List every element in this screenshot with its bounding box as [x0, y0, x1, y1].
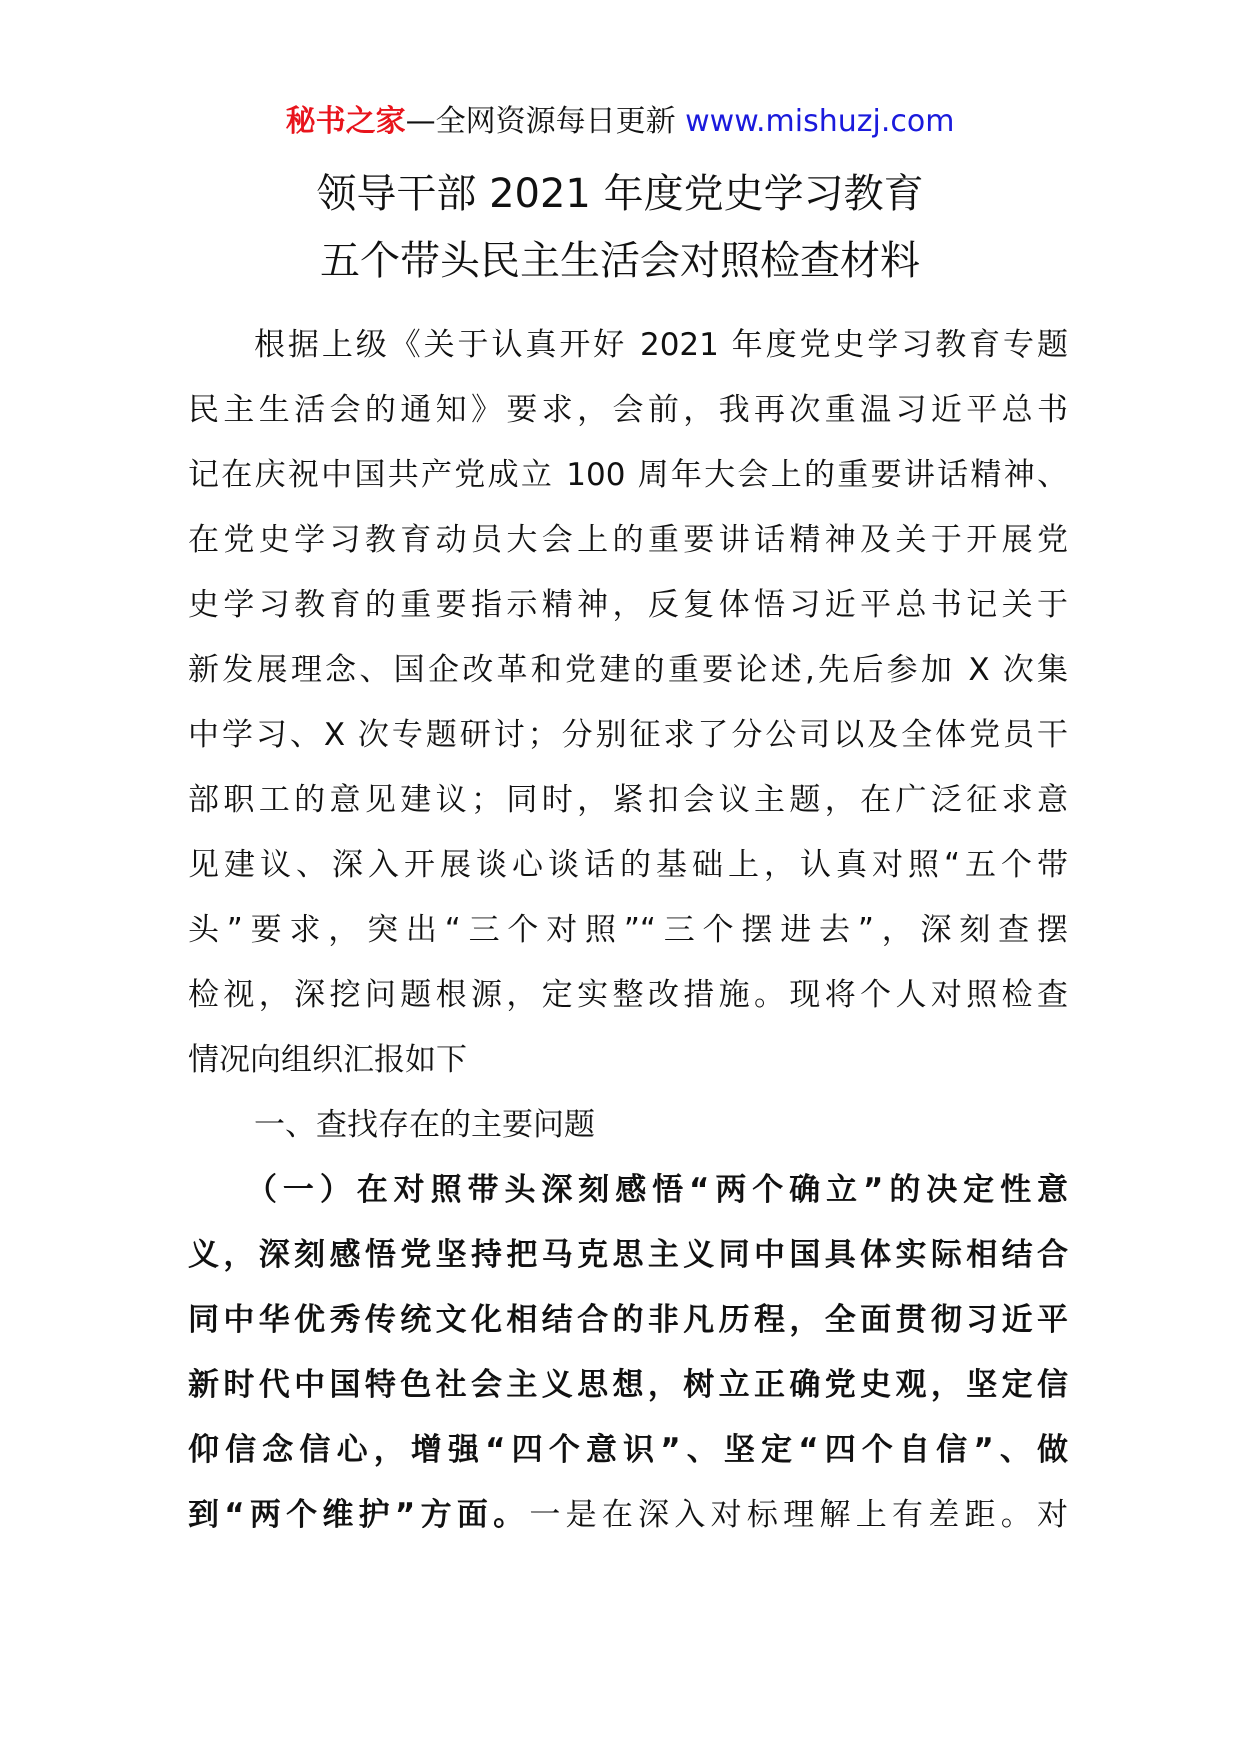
paragraph-line: 头”要求，突出“三个对照”“三个摆进去”，深刻查摆	[188, 912, 1068, 948]
subsection-heading-line: 仰信念信心，增强“四个意识”、坚定“四个自信”、做	[188, 1432, 1068, 1468]
watermark-header	[0, 100, 1240, 144]
subsection-heading-end: 到“两个维护”方面。	[188, 1497, 530, 1533]
brand-tagline: —全网资源每日更新	[405, 104, 676, 139]
document-title-line-1: 领导干部 2021 年度党史学习教育	[316, 171, 924, 217]
subsection-heading-line: （一）在对照带头深刻感悟“两个确立”的决定性意	[246, 1172, 1068, 1208]
paragraph-line: 民主生活会的通知》要求，会前，我再次重温习近平总书	[188, 392, 1068, 428]
paragraph-line: 检视，深挖问题根源，定实整改措施。现将个人对照检查	[188, 977, 1068, 1013]
subsection-body-start: 一是在深入对标理解上有差距。对	[529, 1497, 1069, 1533]
paragraph-line: 在党史学习教育动员大会上的重要讲话精神及关于开展党	[188, 522, 1068, 558]
paragraph-line: 见建议、深入开展谈心谈话的基础上，认真对照“五个带	[188, 847, 1068, 883]
brand-name: 秘书之家	[285, 104, 406, 139]
document-title-line-2: 五个带头民主生活会对照检查材料	[320, 238, 920, 284]
document-body	[188, 313, 1068, 1548]
paragraph-line: 新发展理念、国企改革和党建的重要论述,先后参加 X 次集	[188, 652, 1068, 688]
paragraph-line: 中学习、X 次专题研讨；分别征求了分公司以及全体党员干	[188, 717, 1068, 753]
brand-url[interactable]: www.mishuzj.com	[685, 104, 955, 139]
paragraph-line: 史学习教育的重要指示精神，反复体悟习近平总书记关于	[188, 587, 1068, 623]
section-heading: 一、查找存在的主要问题	[254, 1107, 595, 1143]
subsection-heading-line: 同中华优秀传统文化相结合的非凡历程，全面贯彻习近平	[188, 1302, 1068, 1338]
subsection-mixed-line	[188, 1483, 1068, 1548]
paragraph-line: 记在庆祝中国共产党成立 100 周年大会上的重要讲话精神、	[188, 457, 1068, 493]
paragraph-line: 部职工的意见建议；同时，紧扣会议主题，在广泛征求意	[188, 782, 1068, 818]
paragraph-line: 根据上级《关于认真开好 2021 年度党史学习教育专题	[254, 327, 1068, 363]
subsection-heading-line: 义，深刻感悟党坚持把马克思主义同中国具体实际相结合	[188, 1237, 1068, 1273]
subsection-heading-line: 新时代中国特色社会主义思想，树立正确党史观，坚定信	[188, 1367, 1068, 1403]
paragraph-line: 情况向组织汇报如下	[188, 1042, 467, 1078]
